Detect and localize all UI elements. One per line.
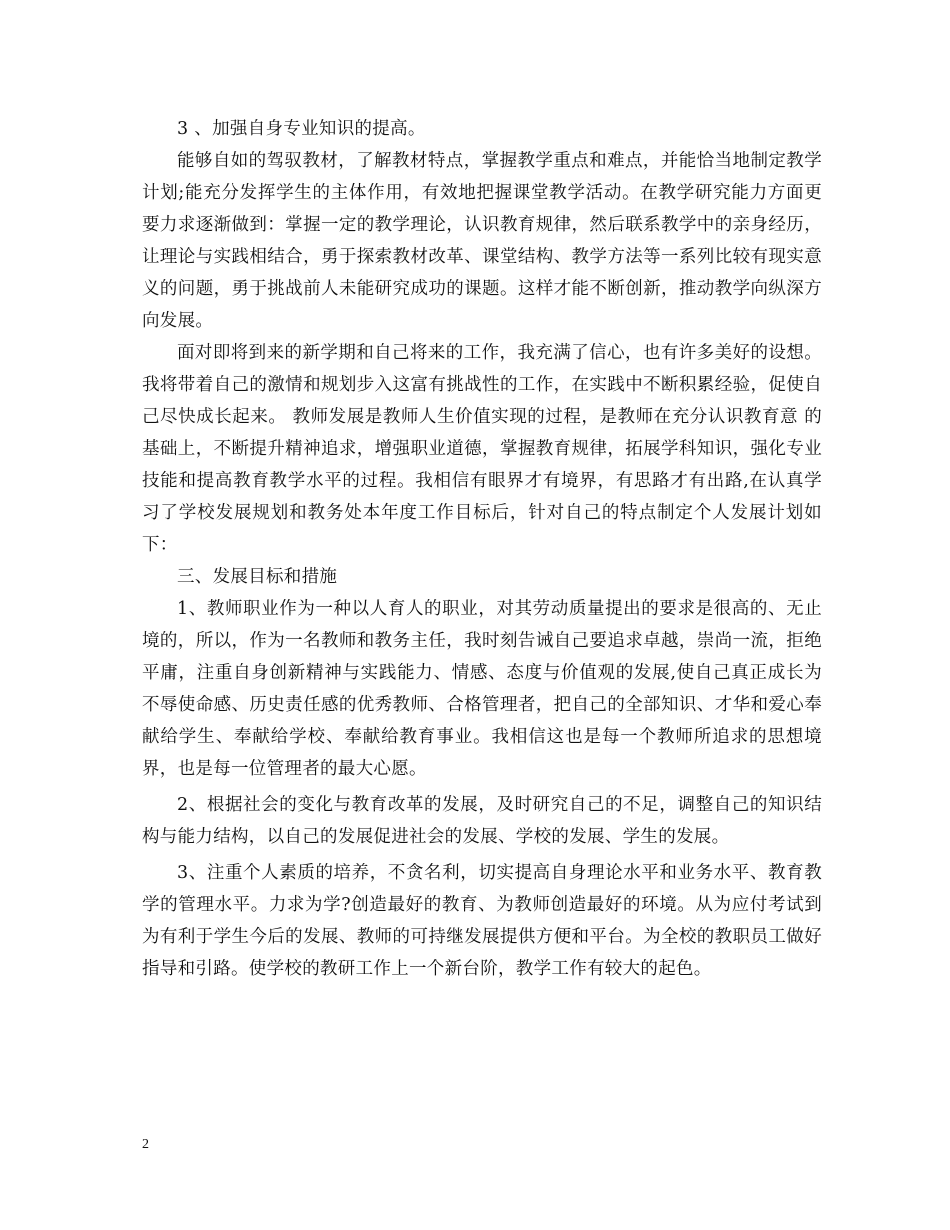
section-heading-goals: 三、发展目标和措施 <box>177 567 338 587</box>
page-number: 2 <box>142 1137 149 1152</box>
paragraph-goal-2: 2、根据社会的变化与教育改革的发展，及时研究自己的不足，调整自己的知识结构与能力结构，以自己的发展促进社会的发展、学校的发展、学生的发展。 <box>142 795 822 847</box>
paragraph-heading-3: 3 、加强自身专业知识的提高。 <box>177 119 426 139</box>
paragraph-new-semester: 面对即将到来的新学期和自己将来的工作，我充满了信心，也有许多美好的设想。我将带着自己的激情和规划步入这富有挑战性的工作，在实践中不断积累经验，促使自己尽快成长起来。 教师发展是教师人生价值实现的过程，是教师在充分认识教育意 的基础上，不断提升精神追求，增强职业道德，掌握教育规律，拓展学科知识，强化专业技能和提高教育教学水平的过程。我相信有眼界才有境界，有思路才有出路,在认真学习了学校发展规划和教务处本年度工作目标后，针对自己的特点制定个人发展计划如下： <box>142 343 822 555</box>
document-body <box>142 113 822 985</box>
paragraph-goal-3: 3、注重个人素质的培养，不贪名利，切实提高自身理论水平和业务水平、教育教学的管理水平。力求为学?创造最好的教育、为教师创造最好的环境。从为应付考试到为有利于学生今后的发展、教师的可持继发展提供方便和平台。为全校的教职员工做好指导和引路。使学校的教研工作上一个新台阶，教学工作有较大的起色。 <box>142 863 822 979</box>
paragraph-teaching-materials: 能够自如的驾驭教材，了解教材特点，掌握教学重点和难点，并能恰当地制定教学计划;能充分发挥学生的主体作用，有效地把握课堂教学活动。在教学研究能力方面更要力求逐渐做到：掌握一定的教学理论，认识教育规律，然后联系教学中的亲身经历，让理论与实践相结合，勇于探索教材改革、课堂结构、教学方法等一系列比较有现实意义的问题，勇于挑战前人未能研究成功的课题。这样才能不断创新，推动教学向纵深方向发展。 <box>142 151 822 331</box>
paragraph-goal-1: 1、教师职业作为一种以人育人的职业，对其劳动质量提出的要求是很高的、无止境的，所以，作为一名教师和教务主任，我时刻告诫自己要追求卓越，崇尚一流，拒绝平庸，注重自身创新精神与实践能力、情感、态度与价值观的发展,使自己真正成长为不辱使命感、历史责任感的优秀教师、合格管理者，把自己的全部知识、才华和爱心奉献给学生、奉献给学校、奉献给教育事业。我相信这也是每一个教师所追求的思想境界，也是每一位管理者的最大心愿。 <box>142 599 822 779</box>
